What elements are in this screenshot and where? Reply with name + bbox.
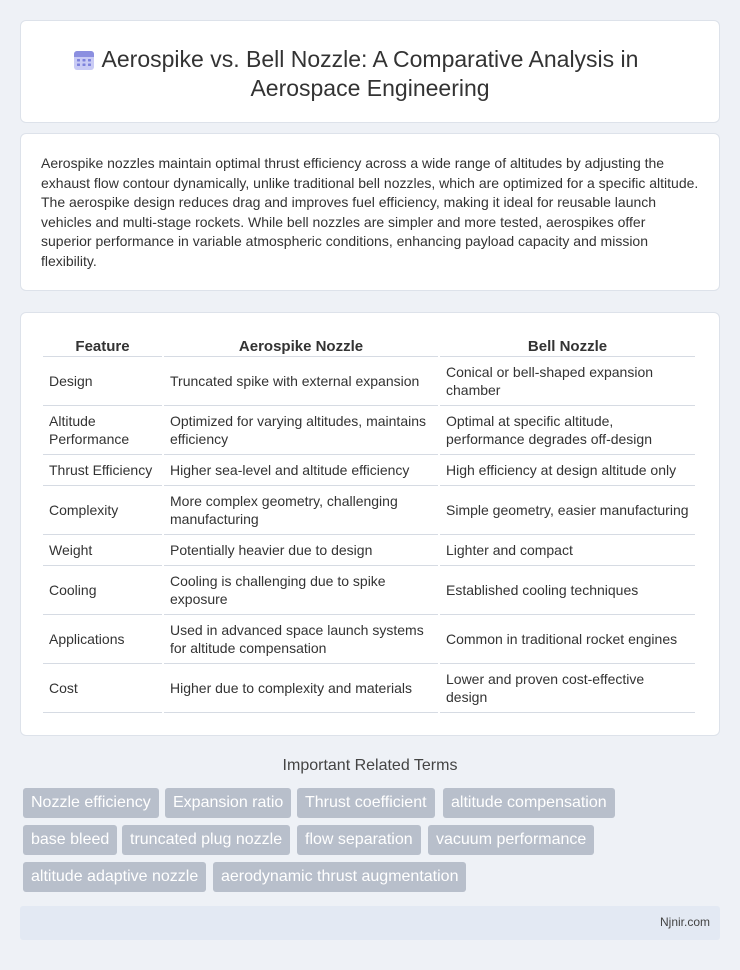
tag-altitude-compensation[interactable]: altitude compensation bbox=[443, 788, 615, 818]
title-card bbox=[20, 20, 720, 123]
table-cell: Weight bbox=[43, 535, 162, 566]
tag-altitude-adaptive-nozzle[interactable]: altitude adaptive nozzle bbox=[23, 862, 206, 892]
header-feature: Feature bbox=[43, 333, 162, 357]
comparison-table-card bbox=[20, 312, 720, 736]
tag-aerodynamic-thrust-augmentation[interactable]: aerodynamic thrust augmentation bbox=[213, 862, 466, 892]
table-row bbox=[43, 664, 695, 713]
tag-vacuum-performance[interactable]: vacuum performance bbox=[428, 825, 594, 855]
table-cell: Higher due to complexity and materials bbox=[164, 664, 438, 713]
table-cell: Truncated spike with external expansion bbox=[164, 357, 438, 406]
intro-paragraph: Aerospike nozzles maintain optimal thrust efficiency across a wide range of altitudes by adjusting the exhaust flow contour dynamically, unlike traditional bell nozzles, which are optimized for a specific altitude. The aerospike design reduces drag and improves fuel efficiency, making it ideal for reusable launch vehicles and multi-stage rockets. While bell nozzles are simpler and more tested, aerospikes offer superior performance in variable atmospheric conditions, enhancing payload capacity and mission flexibility. bbox=[41, 155, 699, 269]
intro-card bbox=[20, 133, 720, 291]
table-row bbox=[43, 615, 695, 664]
page-title-line-1: Aerospike vs. Bell Nozzle: A Comparative Analysis in bbox=[101, 46, 639, 72]
table-cell: Altitude Performance bbox=[43, 406, 162, 455]
page-title bbox=[21, 45, 719, 103]
footer-site-link[interactable]: Njnir.com bbox=[659, 915, 710, 929]
table-cell: Simple geometry, easier manufacturing bbox=[440, 486, 695, 535]
page-title-line-2: Aerospace Engineering bbox=[250, 75, 490, 101]
table-cell: Common in traditional rocket engines bbox=[440, 615, 695, 664]
table-header-row bbox=[43, 333, 695, 357]
table-cell: More complex geometry, challenging manufacturing bbox=[164, 486, 438, 535]
table-cell: Optimal at specific altitude, performance degrades off-design bbox=[440, 406, 695, 455]
header-aerospike: Aerospike Nozzle bbox=[164, 333, 438, 357]
table-cell: Applications bbox=[43, 615, 162, 664]
table-cell: Established cooling techniques bbox=[440, 566, 695, 615]
table-cell: Thrust Efficiency bbox=[43, 455, 162, 486]
tag-base-bleed[interactable]: base bleed bbox=[23, 825, 117, 855]
tag-thrust-coefficient[interactable]: Thrust coefficient bbox=[297, 788, 435, 818]
tag-nozzle-efficiency[interactable]: Nozzle efficiency bbox=[23, 788, 159, 818]
table-cell: Cooling bbox=[43, 566, 162, 615]
table-row bbox=[43, 357, 695, 406]
table-cell: Optimized for varying altitudes, maintains efficiency bbox=[164, 406, 438, 455]
header-bell: Bell Nozzle bbox=[440, 333, 695, 357]
table-row bbox=[43, 455, 695, 486]
table-row bbox=[43, 535, 695, 566]
table-cell: Design bbox=[43, 357, 162, 406]
table-cell: Lower and proven cost-effective design bbox=[440, 664, 695, 713]
table-cell: Higher sea-level and altitude efficiency bbox=[164, 455, 438, 486]
table-cell: Used in advanced space launch systems for altitude compensation bbox=[164, 615, 438, 664]
table-row bbox=[43, 406, 695, 455]
related-terms-title: Important Related Terms bbox=[282, 757, 458, 774]
comparison-table bbox=[41, 333, 697, 713]
table-cell: Lighter and compact bbox=[440, 535, 695, 566]
footer bbox=[20, 906, 720, 940]
tag-expansion-ratio[interactable]: Expansion ratio bbox=[165, 788, 291, 818]
table-cell: Conical or bell-shaped expansion chamber bbox=[440, 357, 695, 406]
table-row bbox=[43, 566, 695, 615]
table-row bbox=[43, 486, 695, 535]
tag-flow-separation[interactable]: flow separation bbox=[297, 825, 421, 855]
tag-truncated-plug-nozzle[interactable]: truncated plug nozzle bbox=[122, 825, 290, 855]
table-cell: Potentially heavier due to design bbox=[164, 535, 438, 566]
table-cell: Complexity bbox=[43, 486, 162, 535]
table-cell: High efficiency at design altitude only bbox=[440, 455, 695, 486]
table-cell: Cost bbox=[43, 664, 162, 713]
table-cell: Cooling is challenging due to spike exposure bbox=[164, 566, 438, 615]
